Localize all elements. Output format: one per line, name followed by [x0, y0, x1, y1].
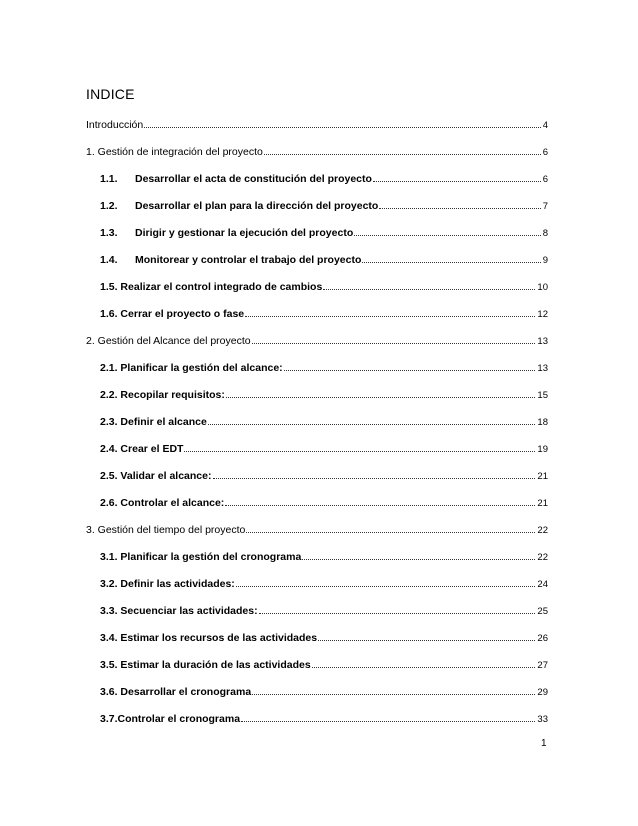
toc-entry[interactable] — [86, 617, 548, 644]
toc-entry-page: 7 — [542, 201, 548, 212]
toc-entry-label — [100, 497, 224, 509]
toc-entry[interactable] — [86, 428, 548, 455]
toc-entry-label — [100, 281, 322, 293]
dot-leader — [236, 586, 536, 587]
toc-entry-page: 19 — [537, 444, 548, 455]
toc-entry-text: 2.4. Crear el EDT — [100, 443, 184, 455]
dot-leader — [245, 316, 535, 317]
toc-entry-label — [100, 713, 240, 725]
toc-entry-page: 8 — [542, 228, 548, 239]
toc-entry-page: 13 — [537, 363, 548, 374]
dot-leader — [379, 208, 540, 209]
toc-entry[interactable] — [86, 347, 548, 374]
dot-leader — [259, 613, 536, 614]
dot-leader — [312, 667, 536, 668]
dot-leader — [284, 370, 536, 371]
toc-entry-label — [100, 632, 317, 644]
toc-entry-label — [100, 443, 183, 455]
toc-entry-page: 13 — [537, 336, 548, 347]
toc-entry-label — [86, 524, 245, 536]
dot-leader — [318, 640, 535, 641]
toc-entry-text: Desarrollar el plan para la dirección del proyecto — [135, 200, 379, 212]
toc-entry-text: 3.4. Estimar los recursos de las actividades — [100, 632, 318, 644]
toc-entry-text: 3.3. Secuenciar las actividades: — [100, 605, 258, 617]
toc-entry[interactable] — [86, 563, 548, 590]
toc-entry-number: 1.2. — [100, 200, 118, 212]
toc-entry-label — [100, 227, 353, 239]
toc-entry-text: Desarrollar el acta de constitución del proyecto — [135, 173, 372, 185]
toc-entry-text: 3.5. Estimar la duración de las actividades — [100, 659, 311, 671]
dot-leader — [323, 289, 535, 290]
toc-entry[interactable] — [86, 644, 548, 671]
toc-entry-text: Monitorear y controlar el trabajo del proyecto — [135, 254, 362, 266]
toc-entry-label — [100, 173, 372, 185]
index-title: INDICE — [86, 86, 135, 102]
dot-leader — [252, 694, 535, 695]
dot-leader — [144, 127, 541, 128]
toc-entry-text: 2.6. Controlar el alcance: — [100, 497, 225, 509]
toc-entry-label — [86, 146, 263, 158]
toc-entry-number: 1.1. — [100, 173, 118, 185]
toc-entry-text: 1. Gestión de integración del proyecto — [86, 146, 263, 158]
toc-entry-number: 1.3. — [100, 227, 118, 239]
toc-entry-text: 2.3. Definir el alcance — [100, 416, 207, 428]
toc-entry-text: 1.6. Cerrar el proyecto o fase — [100, 308, 245, 320]
dot-leader — [246, 532, 535, 533]
toc-entry-label — [100, 416, 207, 428]
dot-leader — [241, 721, 535, 722]
dot-leader — [302, 559, 535, 560]
toc-entry-label — [100, 551, 301, 563]
toc-entry-label — [100, 389, 225, 401]
toc-entry-page: 22 — [537, 525, 548, 536]
toc-entry[interactable] — [86, 212, 548, 239]
toc-entry[interactable] — [86, 401, 548, 428]
toc-entry[interactable] — [86, 455, 548, 482]
toc-entry-text: 3.6. Desarrollar el cronograma — [100, 686, 252, 698]
toc-entry-page: 9 — [542, 255, 548, 266]
toc-entry-label — [86, 119, 143, 131]
toc-entry[interactable] — [86, 509, 548, 536]
dot-leader — [362, 262, 540, 263]
toc-entry[interactable] — [86, 158, 548, 185]
toc-entry[interactable] — [86, 590, 548, 617]
toc-entry-page: 24 — [537, 579, 548, 590]
toc-entry-text: 3.7.Controlar el cronograma — [100, 713, 241, 725]
toc-entry[interactable] — [86, 374, 548, 401]
toc-entry[interactable] — [86, 482, 548, 509]
toc-entry-page: 29 — [537, 687, 548, 698]
dot-leader — [354, 235, 540, 236]
toc-entry-label — [100, 254, 361, 266]
toc-entry-text: 1.5. Realizar el control integrado de cambios — [100, 281, 323, 293]
toc-entry-page: 15 — [537, 390, 548, 401]
dot-leader — [252, 343, 536, 344]
dot-leader — [264, 154, 541, 155]
toc-entry-label — [100, 470, 212, 482]
toc-entry-text: 2.5. Validar el alcance: — [100, 470, 212, 482]
toc-entry[interactable] — [86, 131, 548, 158]
toc-entry-label — [86, 335, 251, 347]
toc-entry-page: 4 — [542, 120, 548, 131]
toc-entry-label — [100, 686, 251, 698]
dot-leader — [184, 451, 535, 452]
toc-entry-page: 25 — [537, 606, 548, 617]
toc-entry-page: 26 — [537, 633, 548, 644]
dot-leader — [226, 397, 536, 398]
toc-entry-page: 6 — [542, 147, 548, 158]
toc-entry[interactable] — [86, 185, 548, 212]
toc-entry[interactable] — [86, 671, 548, 698]
toc-entry-page: 33 — [537, 714, 548, 725]
toc-entry[interactable] — [86, 698, 548, 725]
toc-entry-label — [100, 362, 283, 374]
toc-entry-text: 2.1. Planificar la gestión del alcance: — [100, 362, 283, 374]
toc-entry-text: 2. Gestión del Alcance del proyecto — [86, 335, 251, 347]
table-of-contents — [86, 104, 548, 725]
toc-entry-page: 22 — [537, 552, 548, 563]
toc-entry[interactable] — [86, 266, 548, 293]
toc-entry-label — [100, 605, 258, 617]
toc-entry-text: 2.2. Recopilar requisitos: — [100, 389, 225, 401]
toc-entry-page: 12 — [537, 309, 548, 320]
toc-entry-label — [100, 578, 235, 590]
toc-entry-text: Dirigir y gestionar la ejecución del proyecto — [135, 227, 354, 239]
toc-entry-page: 18 — [537, 417, 548, 428]
dot-leader — [225, 505, 535, 506]
toc-entry-text: 3. Gestión del tiempo del proyecto — [86, 524, 246, 536]
toc-entry-text: 3.1. Planificar la gestión del cronograma — [100, 551, 302, 563]
toc-entry-page: 21 — [537, 498, 548, 509]
toc-entry[interactable] — [86, 104, 548, 131]
toc-entry-page: 27 — [537, 660, 548, 671]
toc-entry-label — [100, 659, 311, 671]
toc-entry-label — [100, 308, 244, 320]
toc-entry-text: Introducción — [86, 119, 144, 131]
toc-entry[interactable] — [86, 293, 548, 320]
page-number: 1 — [541, 738, 547, 749]
toc-entry-page: 6 — [542, 174, 548, 185]
toc-entry[interactable] — [86, 536, 548, 563]
dot-leader — [213, 478, 536, 479]
toc-entry-number: 1.4. — [100, 254, 118, 266]
dot-leader — [208, 424, 536, 425]
toc-entry[interactable] — [86, 239, 548, 266]
dot-leader — [373, 181, 541, 182]
toc-entry-label — [100, 200, 378, 212]
toc-entry-page: 10 — [537, 282, 548, 293]
toc-entry-text: 3.2. Definir las actividades: — [100, 578, 235, 590]
toc-entry[interactable] — [86, 320, 548, 347]
toc-entry-page: 21 — [537, 471, 548, 482]
